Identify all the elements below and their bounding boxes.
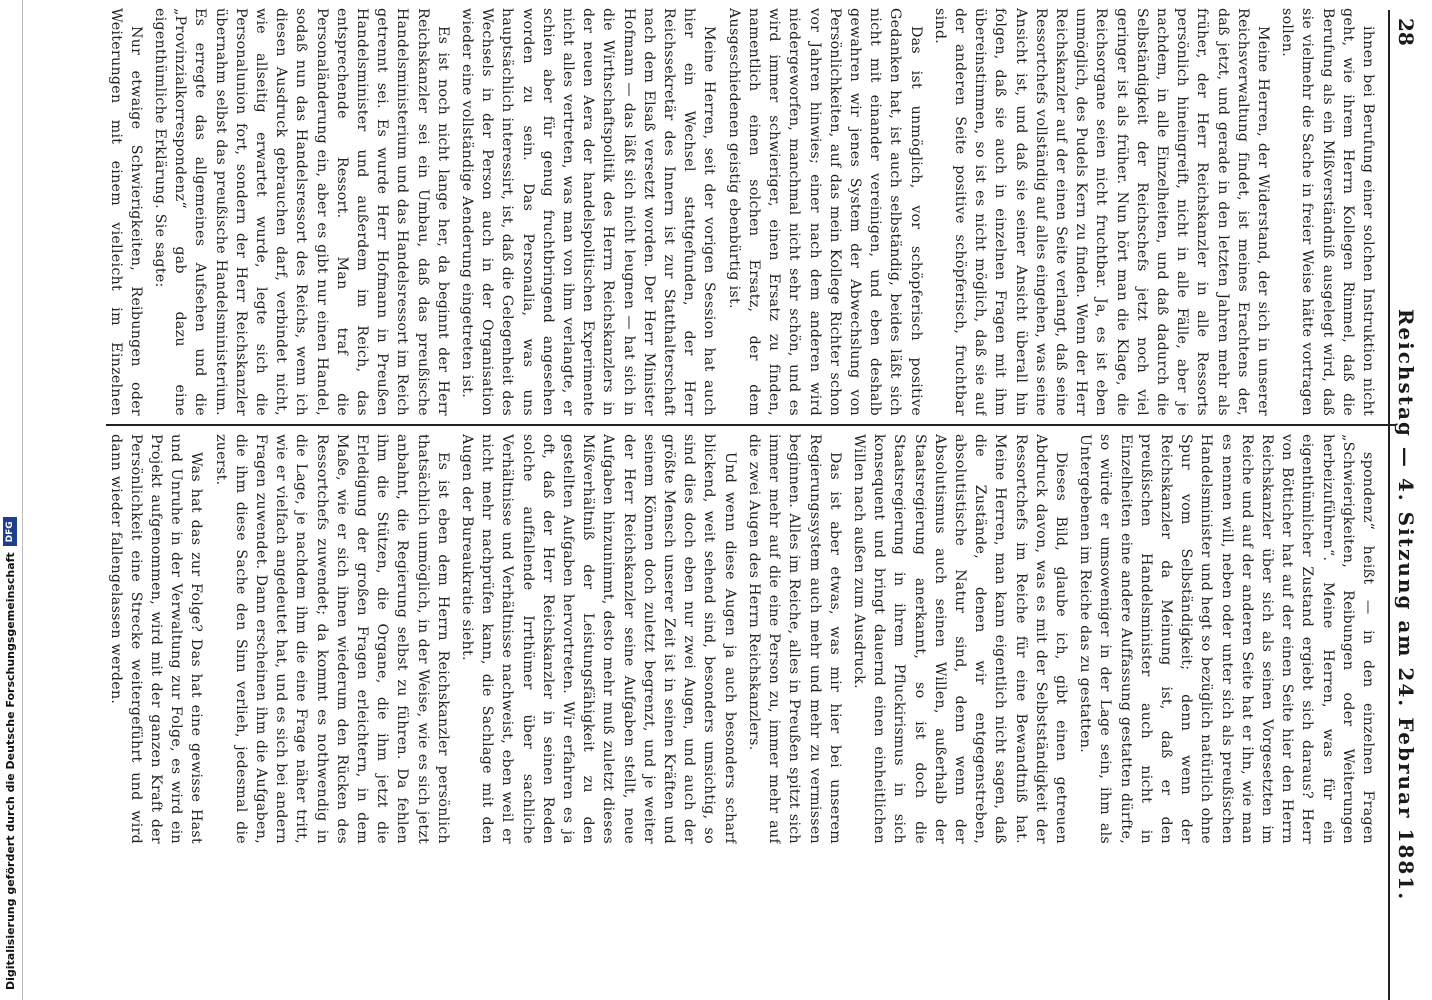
running-title: Reichstag — 4. Sitzung am 24. Februar 1881. [1394, 308, 1418, 902]
quotation: Nur etwaige Schwierigkeiten, Reibungen oder Weiterungen mit einem vielleicht im Einzelnen [107, 8, 144, 416]
paragraph: spondenz“ heißt — in den einzelnen Fragen „Schwierigkeiten, Reibungen oder Weiterungen herbeizuführen“. Meine Herren, was für ein eigenthümlicher Zustand ergiebt sich daraus? Herr von Bötticher hat auf der einen Seite hier den Herrn Reichskanzler über sich als seinen Vorgesetzten im Reiche und auf der anderen Seite hat er ihn, wie man es nennen will, neben oder unter sich als preußischen Handelsminister und hegt so bezüglich natürlich ohne Spur vom Selbständigkeit; denn wenn der Reichskanzler da Meinung ist, daß er den preußischen Handelsminister auch nicht in Einzelheiten eine andere Auffassung gestatten dürfte, so würde er umsoweniger in der Lage sein, ihm als Untergebenen im Reiche das zu gestatten. [1077, 434, 1376, 844]
page-header [1384, 0, 1424, 1000]
column-divider [106, 424, 1396, 426]
digitization-credit [3, 30, 17, 990]
paragraph: Das ist unmöglich, vor schöpferisch positive Gedanken hat, ist auch selbständig, beides läßt sich nicht mit einander vereinigen, und eben deshalb gewahren wir jenes System der Abwechslung von Persönlichkeiten, auf das mein Kollege Richter schon vor Jahren hinwies; einer nach dem anderen wird niedergeworfen, manchmal nicht sehr schön, und es wird immer schwieriger, einen Ersatz zu finden, namentlich einen solchen Ersatz, der dem Ausgeschiedenen geistig ebenbürtig ist. [725, 8, 924, 416]
paragraph: Meine Herren, der Widerstand, der sich in unserer Reichsverwaltung findet, ist meines Erachtens der, daß jetzt, und gerade in den letzten Jahren mehr als früher, der Herr Reichskanzler in alle Ressorts persönlich hineingreift, nicht in alle Fälle, aber je nachdem, in alle Einzelheiten, und daß dadurch die Selbständigkeit der Reichschefs jetzt noch viel geringer ist als früher. Nun hört man die Klage, die Reichsorgane seien nicht fruchtbar. Ja, es ist eben unmöglich, des Pudels Kern zu finden. Wenn der Herr Reichskanzler auf der einen Seite verlangt, daß seine Ressortchefs vollständig auf alles eingehen, was seine Ansicht ist, und daß sie seiner Ansicht überall hin folgen, daß sie auch in einzelnen Fragen mit ihm übereinstimmen, so ist es nicht möglich, daß sie auf der anderen Seite positive schöpferisch, fruchtbar sind. [931, 8, 1271, 416]
paragraph: Dieses Bild, glaube ich, gibt einen getreuen Abdruck davon, was es mit der Selbstständigkeit der Ressortchefs im Reiche für eine Bewandtniß hat. Meine Herren, man kann eigentlich nicht sagen, daß die Zustände, denen wir entgegenstreben, absolutistische Natur sind, denn wenn der Absolutismus auch seinen Willen, außerhalb der Staatsregierung anerkannt, so ist doch die Staatsregierung in ihrem Pfluckirismus in sich konsequent und bringt dauernd einen einheitlichen Willen nach außen zum Ausdruck. [850, 434, 1069, 844]
paragraph: Und wenn diese Augen ja auch besonders scharf blickend, weit sehend sind, besonders umsichtig, so sind dies doch eben nur zwei Augen, und auch der größte Mensch unserer Zeit ist in seinen Kräften und seinem Können doch zuletzt begrenzt, und je weiter der Herr Reichskanzler seine Aufgaben stellt, neue Aufgaben hinzunimmt, desto mehr muß zuletzt dieses Mißverhältniß der Leistungsfähigkeit zu den gestellten Aufgaben hervortreten. Wir erfahren es ja oft, daß der Herr Reichskanzler in seinen Reden solche auffallende Irrthümer über sachliche Verhältnisse und Verhältnisse nachweist, eben weil er nicht mehr nachprüfen kann, die Sachlage mit den Augen der Bureaukratie sieht. [459, 434, 738, 844]
paragraph: Es ist eben dem Herrn Reichskanzler persönlich thatsächlich unmöglich, in der Weise, wie es sich jetzt anbahnt, die Regierung selbst zu führen. Da fehlen ihm die Stützen, die Organe, die ihm jetzt die Erledigung der großen Fragen erleichtern, in dem Maße, wie er sich ihnen wiederum den Rücken des Ressortchefs zuwendet; da kommt es nothwendig in die Lage, je nachdem ihm die eine Frage näher tritt, wie er vielfach angedeutet hat, und es sich bei andern Fragen zuwendet. Dann erscheinen ihm die Aufgaben, die ihm diese Sache den Sinn verlieh, jedesmal die zuerst. [212, 434, 451, 844]
credit-text: Digitalisierung gefördert durch die Deutsche Forschungsgemeinschaft [3, 552, 17, 990]
dfg-logo: DFG [3, 517, 17, 546]
paragraph: Es ist noch nicht lange her, da beginnt der Herr Reichskanzler sei ein Umbau, daß das preußische Handelsministerium und das Handelsressort im Reich getrennt sei. Es wurde Herr Hofmann in Preußen Handelsminister und außerdem im Reich, das entsprechende Ressort. Man traf die Personaländerung ein, aber es gibt nur einen Handel, sodaß nun das Handelsressort des Reichs, wenn ich diesen Ausdruck gebrauchen darf, verbindet nicht, wie allseitig erwartet wurde, legte sich die Personalunion fort, sondern der Herr Reichskanzler übernahm selbst das preußische Handelsministerium. Es erregte das allgemeines Aufsehen und die „Provinzialkorrespondenz“ gab dazu eine eigenthümliche Erklärung. Sie sagte: [152, 8, 451, 416]
paragraph: Was hat das zur Folge? Das hat eine gewisse Hast und Unruhe in der Verwaltung zur Folge, es wird ein Projekt aufgenommen, wird mit der ganzen Kraft der Persönlichkeit eine Strecke weitergeführt und wird dann wieder fallengelassen werden. [107, 434, 205, 844]
digitization-credit-strip [0, 0, 23, 1000]
left-column [106, 8, 1378, 416]
paragraph: ihnen bei Berufung einer solchen Instruktion nicht geht, wie ihrem Herrn Kollegen Rimmel, daß die Berufung als ein Mißverständniß ausgelegt wird, daß sie vielmehr die Sache in freier Weise hätte vortragen sollen. [1279, 8, 1376, 416]
page-number: 28 [1394, 18, 1418, 46]
header-rule [1388, 10, 1390, 1000]
scanned-page [100, 0, 1432, 1000]
paragraph: Meine Herren, seit der vorigen Session hat auch hier ein Wechsel stattgefunden, der Herr Reichssekretär des Innern ist zur Statthalterschaft nach dem Elsaß versetzt worden. Der Herr Minister Hofmann — das läßt sich nicht leugnen — hat sich in die Wirthschaftspolitik des Herrn Reichskanzlers in der neuen Aera der handelspolitischen Experimente nicht alles vertreten, was man von ihm verlangte, er schien aber für genug fruchtbringend angesehen worden zu sein. Das Personalia, was uns hauptsächlich interessirt, ist, daß die Gelegenheit des Wechsels in der Person auch in der Organisation wieder eine vollständige Aenderung eingetreten ist. [459, 8, 718, 416]
paragraph: Das ist aber etwas, was mir hier bei unserem Regierungssystem auch mehr und mehr zu vermissen beginnen. Alles im Reiche, alles in Preußen spitzt sich immer mehr auf die eine Person zu, immer mehr auf die zwei Augen des Herrn Reichskanzlers. [745, 434, 843, 844]
right-column [106, 434, 1378, 844]
